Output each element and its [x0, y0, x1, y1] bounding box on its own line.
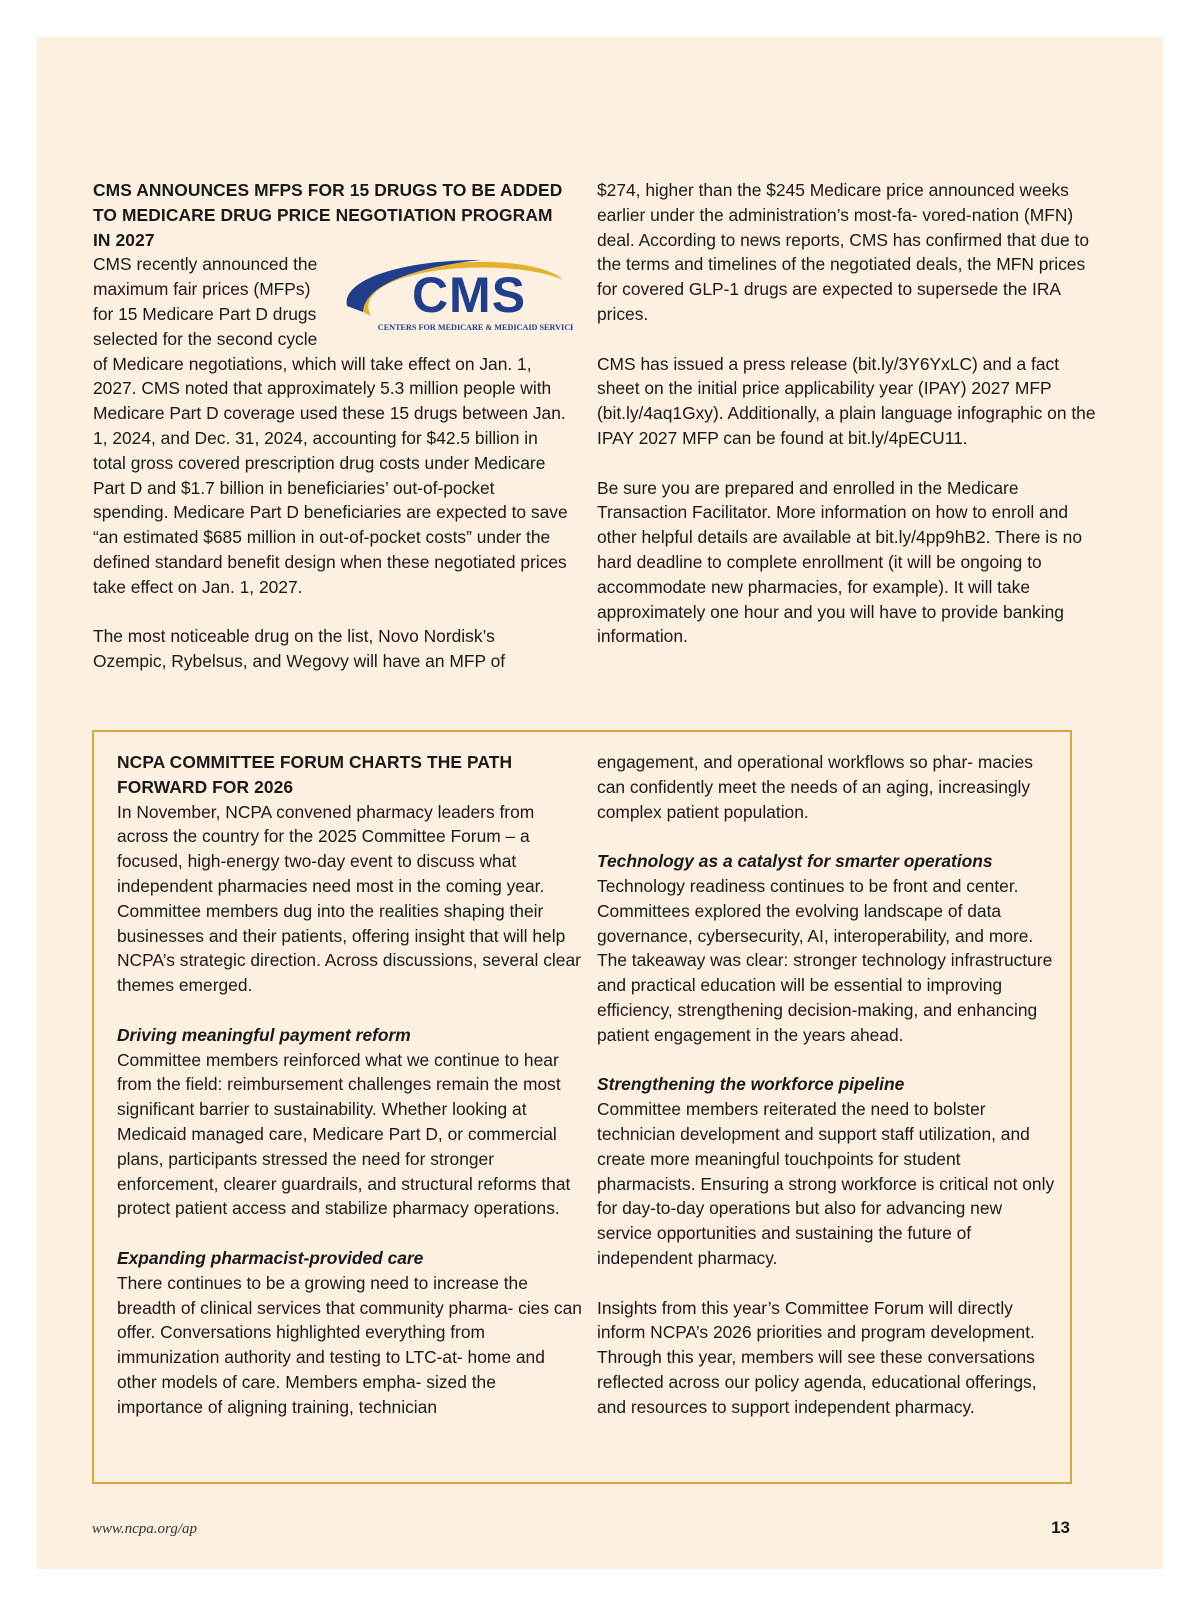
- cms-logo-subtext: CENTERS FOR MEDICARE & MEDICAID SERVICES: [377, 323, 573, 333]
- forum-right-column: [597, 750, 1057, 1420]
- forum-section-2-body-end: engagement, and operational workflows so phar- macies can confidently meet the needs of an aging, increasingly complex patient population.: [597, 752, 1033, 822]
- forum-section-3-body: Technology readiness continues to be front and center. Committees explored the evolving landscape of data governance, cybersecurity, AI, interoperability, and more. The takeaway was clear: stronger technology infrastructure and practical education will be essential to improving efficiency, strengthening decision-making, and enhancing patient engagement in the years ahead.: [597, 875, 1053, 1045]
- cms-article-title: CMS ANNOUNCES MFPS FOR 15 DRUGS TO BE ADDED TO MEDICARE DRUG PRICE NEGOTIATION PROGRAM IN 2027: [93, 180, 563, 250]
- cms-paragraph-2-start: The most noticeable drug on the list, Novo Nordisk’s Ozempic, Rybelsus, and Wegovy will have an MFP of: [93, 626, 506, 672]
- cms-paragraph-4: Be sure you are prepared and enrolled in the Medicare Transaction Facilitator. More information on how to enroll and other helpful details are available at bit.ly/4pp9hB2. There is no hard deadline to complete enrollment (it will be ongoing to accommodate new pharmacies, for example). It will take approximately one hour and you will have to provide banking information.: [597, 477, 1082, 647]
- forum-title: NCPA COMMITTEE FORUM CHARTS THE PATH FORWARD FOR 2026: [117, 752, 513, 797]
- forum-section-4-title: Strengthening the workforce pipeline: [597, 1074, 905, 1095]
- cms-article-left-column: [93, 178, 573, 674]
- cms-logo-text: CMS: [411, 267, 527, 324]
- cms-paragraph-3: CMS has issued a press release (bit.ly/3Y6YxLC) and a fact sheet on the initial price applicability year (IPAY) 2027 MFP (bit.ly/4aq1Gxy). Additionally, a plain language infographic on the IPAY 2027 MFP can be found at bit.ly/4pECU11.: [597, 353, 1096, 448]
- forum-section-3-title: Technology as a catalyst for smarter operations: [597, 851, 993, 872]
- cms-paragraph-1: CMS recently announced the maximum fair prices (MFPs) for 15 Medicare Part D drugs selected for the second cycle of Medicare negotiations, which will take effect on Jan. 1, 2027. CMS noted that approximately 5.3 million people with Medicare Part D coverage used these 15 drugs between Jan. 1, 2024, and Dec. 31, 2024, accounting for $42.5 billion in total gross covered prescription drug costs under Medicare Part D and $1.7 billion in beneficiaries’ out-of-pocket spending. Medicare Part D beneficiaries are expected to save “an estimated $685 million in out-of-pocket costs” under the defined standard benefit design when these negotiated prices take effect on Jan. 1, 2027.: [93, 254, 568, 597]
- footer-url[interactable]: www.ncpa.org/ap: [92, 1521, 198, 1537]
- forum-section-4-body: Committee members reiterated the need to bolster technician development and support staff utilization, and create more meaningful touchpoints for student pharmacists. Ensuring a strong workforce is critical not only for day-to-day operations but also for advancing new service opportunities and sustaining the future of independent pharmacy.: [597, 1099, 1055, 1268]
- forum-section-1-body: Committee members reinforced what we continue to hear from the field: reimbursement challenges remain the most significant barrier to sustainability. Whether looking at Medicaid managed care, Medicare Part D, or commercial plans, participants stressed the need for stronger enforcement, clearer guardrails, and structural reforms that protect patient access and stabilize pharmacy operations.: [117, 1049, 571, 1219]
- cms-paragraph-2-end: $274, higher than the $245 Medicare price announced weeks earlier under the administration’s most-fa- vored-nation (MFN) deal. According to news reports, CMS has confirmed that due to the terms and timelines of the negotiated deals, the MFN prices for covered GLP-1 drugs are expected to supersede the IRA prices.: [597, 180, 1090, 324]
- forum-closing: Insights from this year’s Committee Forum will directly inform NCPA’s 2026 priorities and program development. Through this year, members will see these conversations reflected across our policy agenda, educational offerings, and resources to support independent pharmacy.: [597, 1297, 1037, 1417]
- forum-left-column: [117, 750, 582, 1420]
- forum-section-1-title: Driving meaningful payment reform: [117, 1024, 411, 1045]
- forum-section-2-body-start: There continues to be a growing need to increase the breadth of clinical services that community pharma- cies can offer. Conversations highlighted everything from immunization authority and testing to LTC-at- home and other models of care. Members empha- sized the importance of aligning training, technician: [117, 1272, 582, 1417]
- cms-logo: [341, 254, 573, 340]
- forum-intro: In November, NCPA convened pharmacy leaders from across the country for the 2025 Committee Forum – a focused, high-energy two-day event to discuss what independent pharmacies need most in the coming year. Committee members dug into the realities shaping their businesses and their patients, offering insight that will help NCPA’s strategic direction. Across discussions, several clear themes emerged.: [117, 801, 581, 996]
- page-number: 13: [1051, 1518, 1070, 1537]
- forum-section-2-title: Expanding pharmacist-provided care: [117, 1247, 424, 1268]
- cms-article-right-column: [597, 178, 1097, 649]
